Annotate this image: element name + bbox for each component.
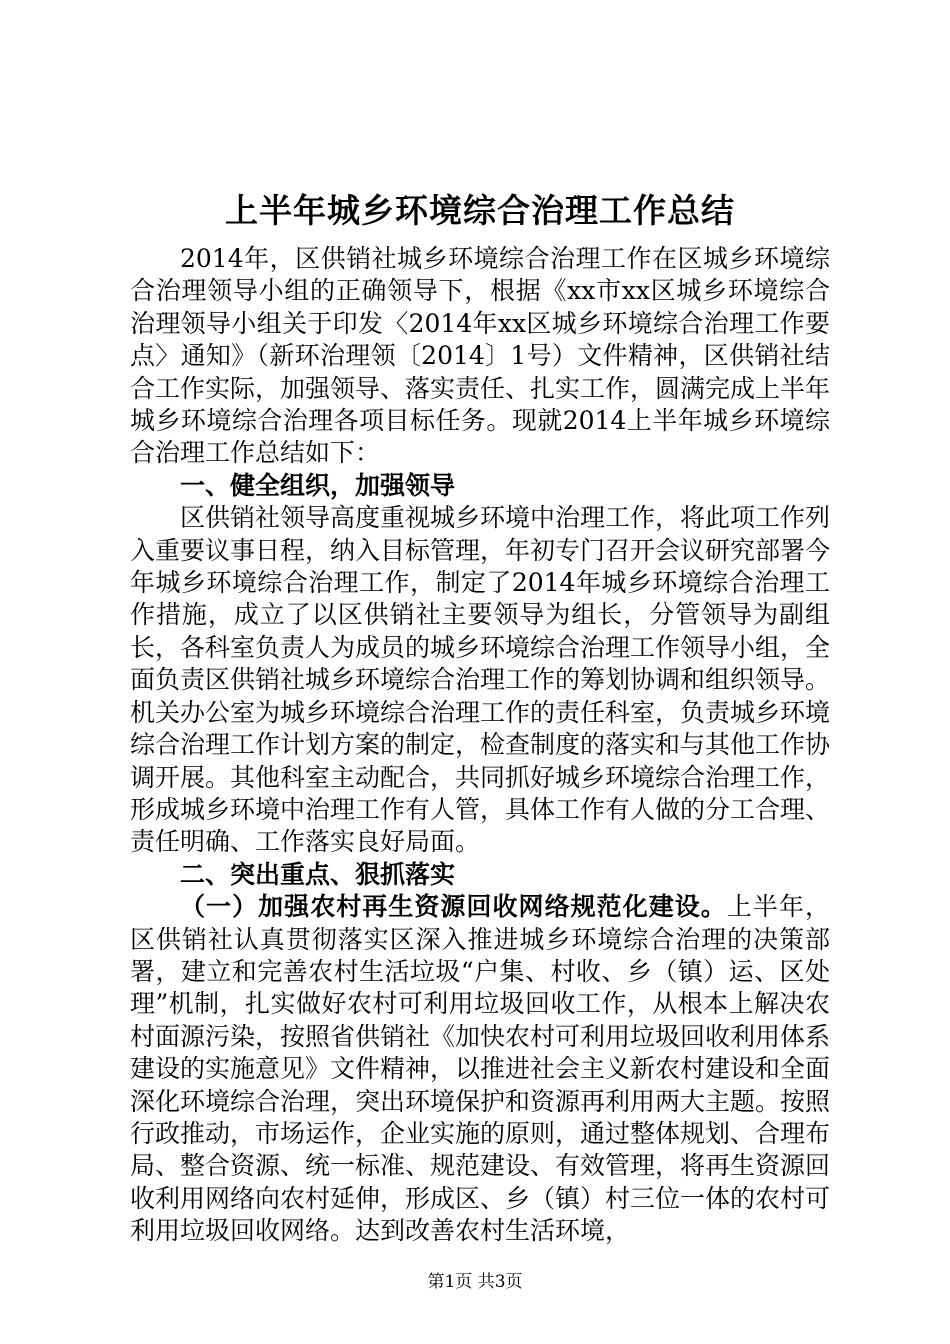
section-1-paragraph: 区供销社领导高度重视城乡环境中治理工作，将此项工作列入重要议事日程，纳入目标管理，年初专门召开会议研究部署今年城乡环境综合治理工作，制定了2014年城乡环境综合治理工作措施，成立了以区供销社主要领导为组长，分管领导为副组长，各科室负责人为成员的城乡环境综合治理工作领导小组，全面负责区供销社城乡环境综合治理工作的筹划协调和组织领导。机关办公室为城乡环境综合治理工作的责任科室，负责城乡环境综合治理工作计划方案的制定，检查制度的落实和与其他工作协调开展。其他科室主动配合，共同抓好城乡环境综合治理工作，形成城乡环境中治理工作有人管，具体工作有人做的分工合理、责任明确、工作落实良好局面。 (130, 503, 831, 857)
document-page (130, 183, 830, 1248)
subsection-1-body: 上半年，区供销社认真贯彻落实区深入推进城乡环境综合治理的决策部署，建立和完善农村生活垃圾“户集、村收、乡（镇）运、区处理”机制，扎实做好农村可利用垃圾回收工作，从根本上解决农村面源污染，按照省供销社《加快农村可利用垃圾回收利用体系建设的实施意见》文件精神，以推进社会主义新农村建设和全面深化环境综合治理，突出环境保护和资源再利用两大主题。按照行政推动，市场运作，企业实施的原则，通过整体规划、合理布局、整合资源、统一标准、规范建设、有效管理，将再生资源回收利用网络向农村延伸，形成区、乡（镇）村三位一体的农村可利用垃圾回收网络。达到改善农村生活环境， (130, 892, 831, 1246)
section-1-heading: 一、健全组织，加强领导 (180, 470, 456, 500)
intro-paragraph: 2014年，区供销社城乡环境综合治理工作在区城乡环境综合治理领导小组的正确领导下，根据《xx市xx区城乡环境综合治理领导小组关于印发〈2014年xx区城乡环境综合治理工作要点〉通知》（新环治理领〔2014〕1号）文件精神，区供销社结合工作实际，加强领导、落实责任、扎实工作，圆满完成上半年城乡环境综合治理各项目标任务。现就2014上半年城乡环境综合治理工作总结如下： (130, 244, 831, 468)
page-footer: 第1页 共3页 (427, 1272, 523, 1292)
section-2-subsection-1-paragraph (130, 891, 830, 1247)
document-title: 上半年城乡环境综合治理工作总结 (225, 191, 735, 230)
subsection-1-lead: （一）加强农村再生资源回收网络规范化建设。 (180, 892, 727, 922)
section-2-heading: 二、突出重点、狠抓落实 (180, 859, 456, 889)
